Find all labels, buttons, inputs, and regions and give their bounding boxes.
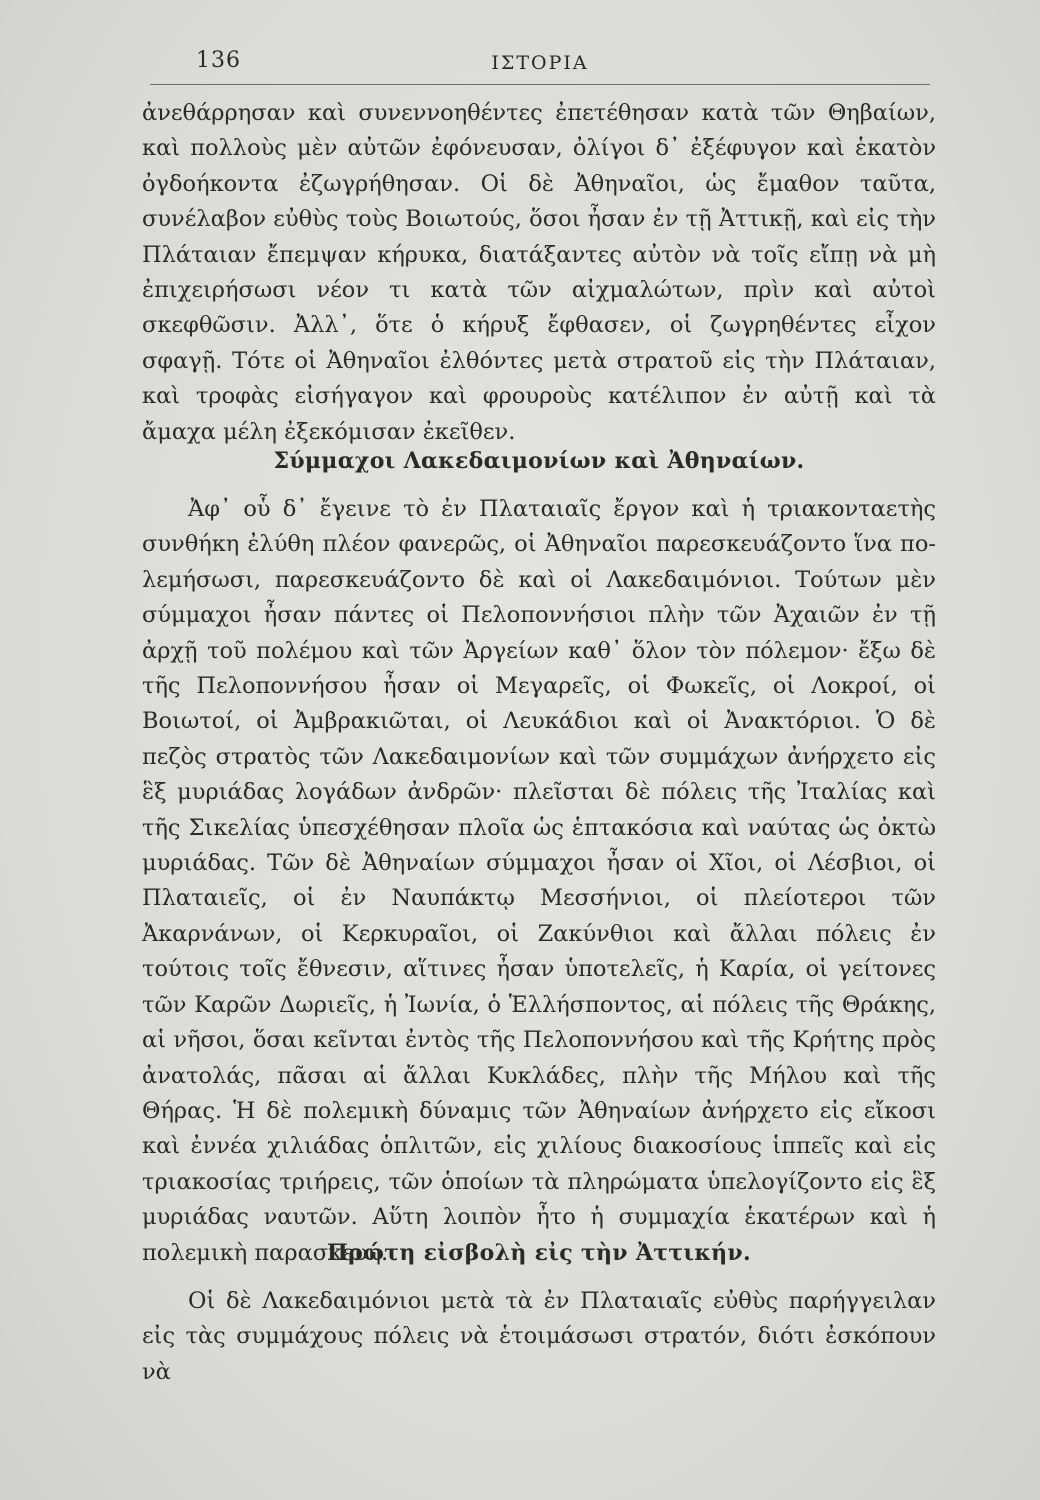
page-header	[150, 44, 930, 85]
section-heading-first-invasion: Πρώτη εἰσβολὴ εἰς τὴν Ἀττικήν.	[327, 1240, 751, 1266]
running-title: ΙΣΤΟΡΙΑ	[491, 52, 589, 74]
page-number: 136	[196, 48, 241, 73]
paragraph-2: Ἀφ᾽ οὗ δ᾽ ἔγεινε τὸ ἐν Πλαταιαῖς ἔργον καὶ ἡ τριακονταετὴς συνθήκη ἐλύθη πλέον φανερῶς, οἱ Ἀθηναῖοι παρεσκευάζοντο ἵνα πολεμήσωσι, παρεσκευάζοντο δὲ καὶ οἱ Λακεδαιμόνιοι. Τούτων μὲν σύμμαχοι ἦσαν πάντες οἱ Πελοποννήσιοι πλὴν τῶν Ἀχαιῶν ἐν τῇ ἀρχῇ τοῦ πολέμου καὶ τῶν Ἀργείων καθ᾽ ὅλον τὸν πόλεμον· ἔξω δὲ τῆς Πελοποννήσου ἦσαν οἱ Μεγαρεῖς, οἱ Φωκεῖς, οἱ Λοκροί, οἱ Βοιωτοί, οἱ Ἀμβρακιῶται, οἱ Λευκάδιοι καὶ οἱ Ἀνακτόριοι. Ὁ δὲ πεζὸς στρατὸς τῶν Λακεδαιμονίων καὶ τῶν συμμάχων ἀνήρχετο εἰς ἓξ μυριάδας λογάδων ἀνδρῶν· πλεῖσται δὲ πόλεις τῆς Ἰταλίας καὶ τῆς Σικελίας ὑπεσχέθησαν πλοῖα ὡς ἑπτακόσια καὶ ναύτας ὡς ὀκτὼ μυριάδας. Τῶν δὲ Ἀθηναίων σύμμαχοι ἦσαν οἱ Χῖοι, οἱ Λέσβιοι, οἱ Πλαταιεῖς, οἱ ἐν Ναυπάκτῳ Μεσσήνιοι, οἱ πλείοτεροι τῶν Ἀκαρνάνων, οἱ Κερκυραῖοι, οἱ Ζακύνθιοι καὶ ἄλλαι πόλεις ἐν τούτοις τοῖς ἔθνεσιν, αἵτινες ἦσαν ὑποτελεῖς, ἡ Καρία, οἱ γείτονες τῶν Καρῶν Δωριεῖς, ἡ Ἰωνία, ὁ Ἑλλήσποντος, αἱ πόλεις τῆς Θράκης, αἱ νῆσοι, ὅσαι κεῖνται ἐντὸς τῆς Πελοποννήσου καὶ τῆς Κρήτης πρὸς ἀνατολάς, πᾶσαι αἱ ἄλλαι Κυκλάδες, πλὴν τῆς Μήλου καὶ τῆς Θήρας. Ἡ δὲ πολεμικὴ δύναμις τῶν Ἀθηναίων ἀνήρχετο εἰς εἴκοσι καὶ ἐννέα χιλιάδας ὁπλιτῶν, εἰς χιλίους διακοσίους ἱππεῖς καὶ εἰς τριακοσίας τριήρεις, τῶν ὁποίων τὰ πληρώματα ὑπελογίζοντο εἰς ἓξ μυριάδας ναυτῶν. Αὕτη λοιπὸν ἦτο ἡ συμμαχία ἑκατέρων καὶ ἡ πολεμικὴ παρασκευή.	[142, 496, 936, 1266]
section-heading-allies: Σύμμαχοι Λακεδαιμονίων καὶ Ἀθηναίων.	[273, 448, 805, 474]
paragraph-3: Οἱ δὲ Λακεδαιμόνιοι μετὰ τὰ ἐν Πλαταιαῖς εὐθὺς παρήγγειλαν εἰς τὰς συμμάχους πόλεις νὰ ἑτοιμάσωσι στρατόν, διότι ἐσκόπουν νὰ	[142, 1288, 936, 1385]
paragraph-1: ἀνεθάρρησαν καὶ συνεννοηθέντες ἐπετέθησαν κατὰ τῶν Θηβαίων, καὶ πολλοὺς μὲν αὐτῶν ἐφόνευσαν, ὀλίγοι δ᾽ ἐξέφυγον καὶ ἑκατὸν ὀγδοήκοντα ἐζωγρήθησαν. Οἱ δὲ Ἀθηναῖοι, ὡς ἔμαθον ταῦτα, συνέλαβον εὐθὺς τοὺς Βοιωτούς, ὅσοι ἦσαν ἐν τῇ Ἀττικῇ, καὶ εἰς τὴν Πλάταιαν ἔπεμψαν κήρυκα, διατάξαντες αὐτὸν νὰ τοῖς εἴπῃ νὰ μὴ ἐπιχειρήσωσι νέον τι κατὰ τῶν αἰχμαλώτων, πρὶν καὶ αὐτοὶ σκεφθῶσιν. Ἀλλ᾽, ὅτε ὁ κήρυξ ἔφθασεν, οἱ ζωγρηθέντες εἶχον σφαγῇ. Τότε οἱ Ἀθηναῖοι ἐλθόντες μετὰ στρατοῦ εἰς τὴν Πλάταιαν, καὶ τροφὰς εἰσήγαγον καὶ φρουροὺς κατέλιπον ἐν αὐτῇ καὶ τὰ ἄμαχα μέλη ἐξεκόμισαν ἐκεῖθεν.	[142, 100, 936, 445]
